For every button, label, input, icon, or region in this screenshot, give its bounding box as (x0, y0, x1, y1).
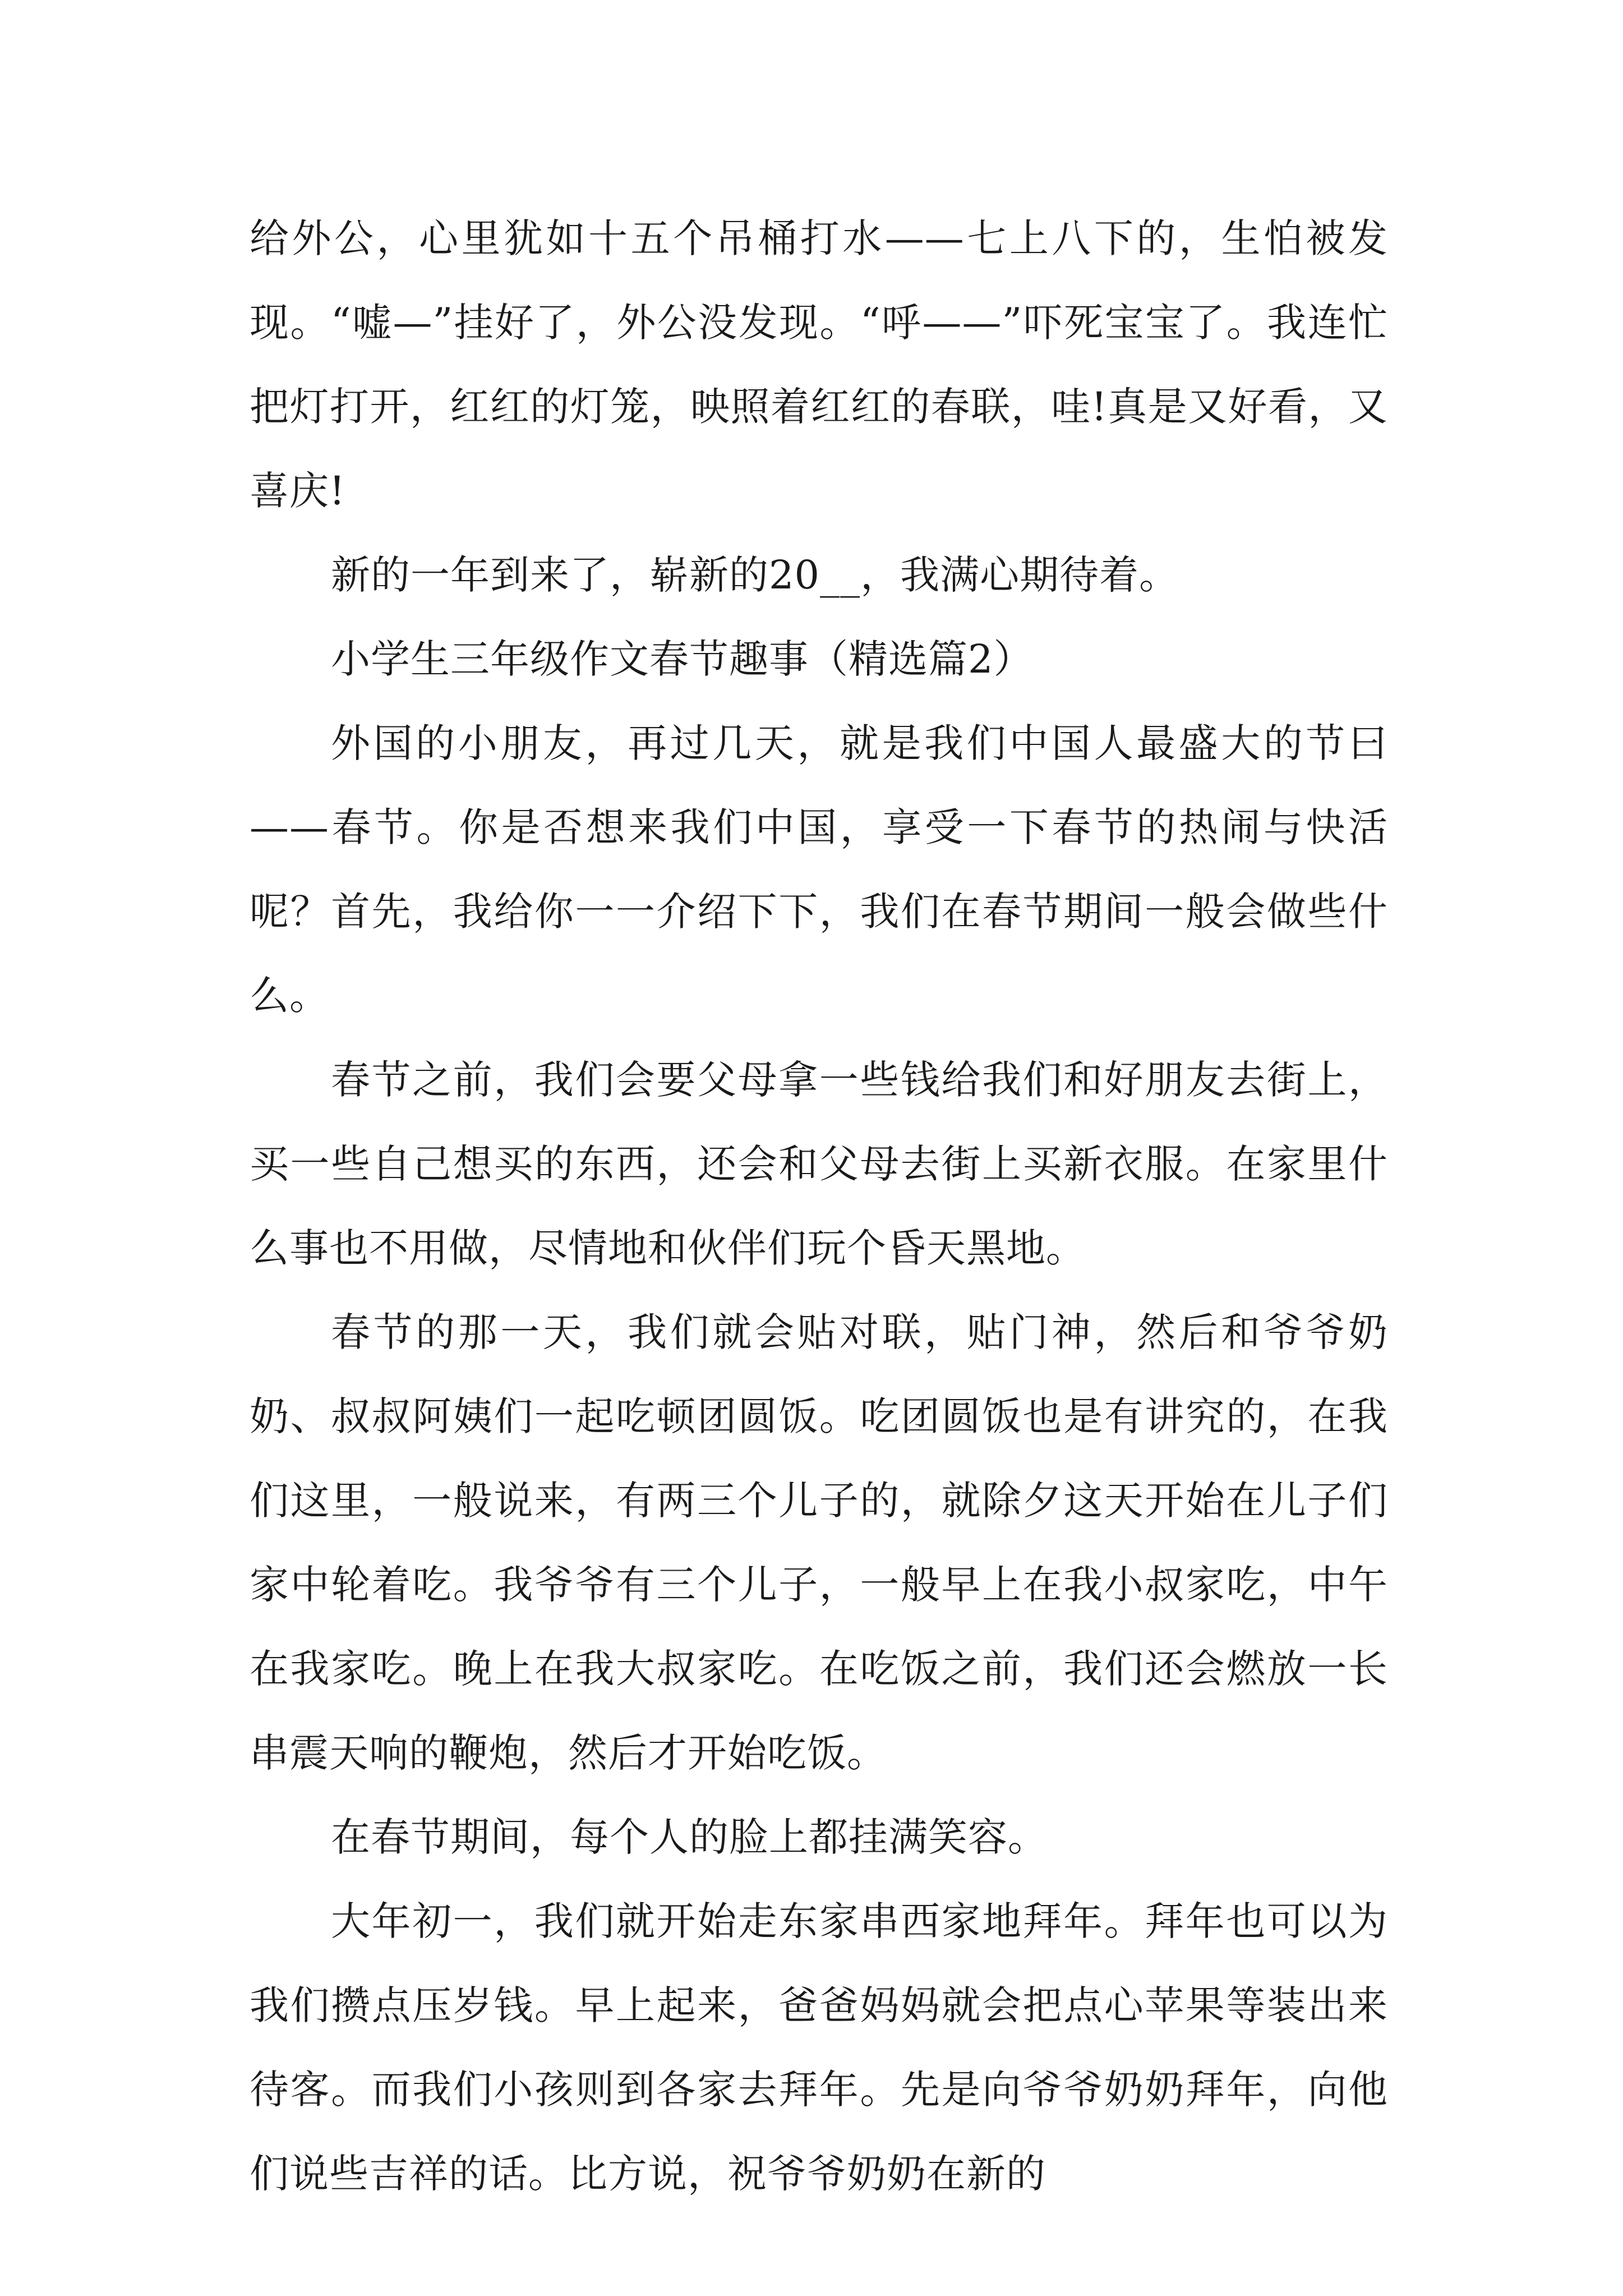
paragraph-continuation: 给外公，心里犹如十五个吊桶打水——七上八下的，生怕被发现。“嘘—”挂好了，外公没发现。“呼——”吓死宝宝了。我连忙把灯打开，红红的灯笼，映照着红红的春联，哇!真是又好看，又喜庆! (250, 215, 1388, 514)
paragraph: 春节的那一天，我们就会贴对联，贴门神，然后和爷爷奶奶、叔叔阿姨们一起吃顿团圆饭。吃团圆饭也是有讲究的，在我们这里，一般说来，有两三个儿子的，就除夕这天开始在儿子们家中轮着吃。我爷爷有三个儿子，一般早上在我小叔家吃，中午在我家吃。晚上在我大叔家吃。在吃饭之前，我们还会燃放一长串震天响的鞭炮，然后才开始吃饭。 (250, 1309, 1388, 1776)
paragraph: 在春节期间，每个人的脸上都挂满笑容。 (331, 1814, 1048, 1860)
paragraph: 新的一年到来了，崭新的20__，我满心期待着。 (331, 552, 1179, 598)
section-heading: 小学生三年级作文春节趣事（精选篇2） (331, 636, 1034, 682)
paragraph: 春节之前，我们会要父母拿一些钱给我们和好朋友去街上，买一些自己想买的东西，还会和父母去街上买新衣服。在家里什么事也不用做，尽情地和伙伴们玩个昏天黑地。 (250, 1057, 1388, 1271)
document-body (250, 196, 1388, 2216)
paragraph: 外国的小朋友，再过几天，就是我们中国人最盛大的节曰——春节。你是否想来我们中国，享受一下春节的热闹与快活呢？首先，我给你一一介绍下下，我们在春节期间一般会做些什么。 (250, 720, 1388, 1019)
paragraph: 大年初一，我们就开始走东家串西家地拜年。拜年也可以为我们攒点压岁钱。早上起来，爸爸妈妈就会把点心苹果等装出来待客。而我们小孩则到各家去拜年。先是向爷爷奶奶拜年，向他们说些吉祥的话。比方说，祝爷爷奶奶在新的 (250, 1898, 1388, 2197)
